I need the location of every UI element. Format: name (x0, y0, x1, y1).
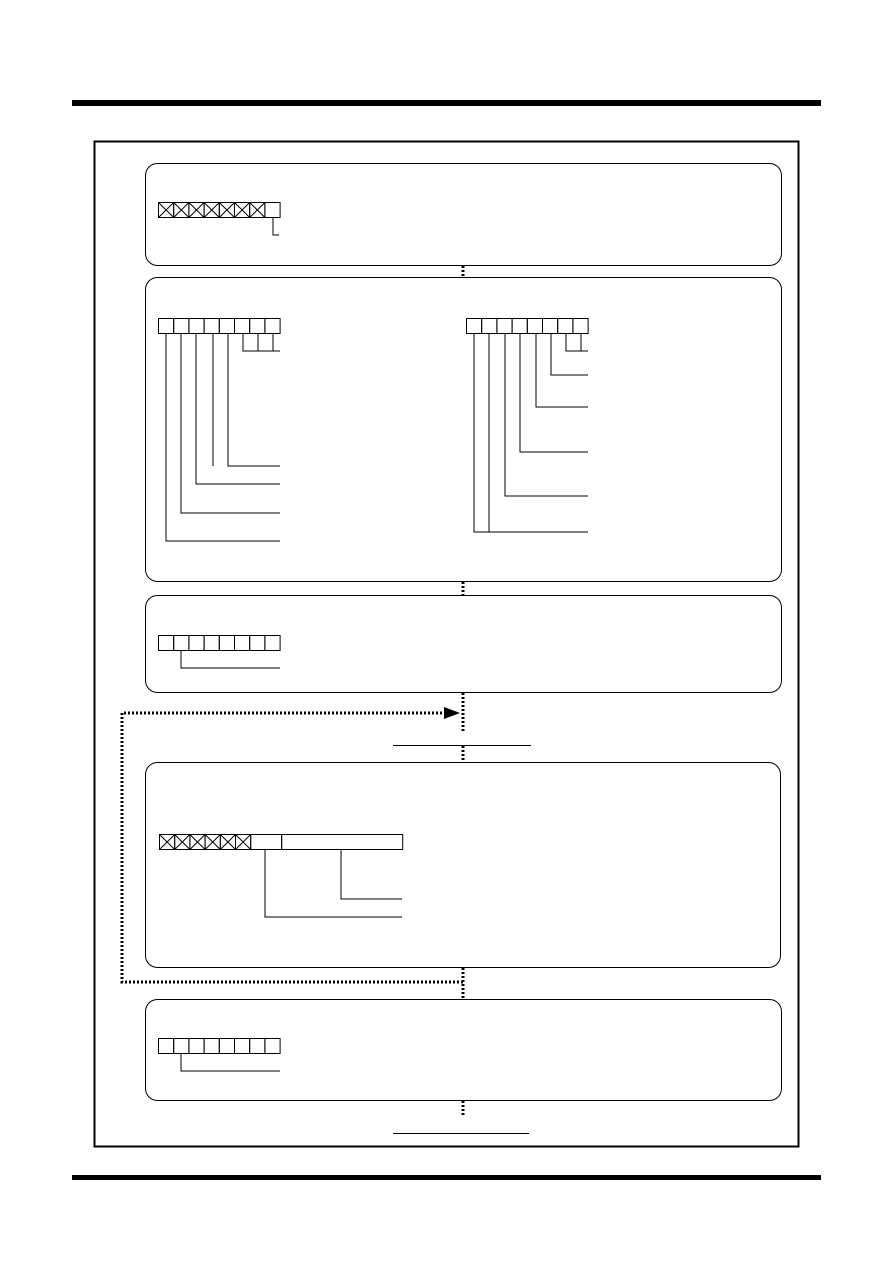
top-rule (72, 100, 821, 106)
bit-cell (265, 1039, 280, 1054)
bit-cell (219, 319, 234, 334)
bit-leader-line (181, 650, 280, 668)
bit-cell (265, 636, 280, 651)
bit-leader-line (181, 1054, 280, 1071)
register-panel-2-right (467, 319, 589, 334)
bit-cell (235, 636, 250, 651)
bit-cell (159, 636, 174, 651)
bit-cell (250, 1039, 265, 1054)
bit-cell (235, 319, 250, 334)
bit-cell (159, 1039, 174, 1054)
loop-arrowhead (444, 707, 460, 719)
bit-cell (204, 636, 219, 651)
bit-cell (189, 319, 204, 334)
bit-cell (189, 1039, 204, 1054)
bit-cell (204, 319, 219, 334)
right-register-leaders (474, 333, 588, 532)
bit-cell (174, 636, 189, 651)
register-field (282, 835, 403, 850)
outer-frame (95, 142, 799, 1147)
bit-cell (189, 636, 204, 651)
bit-cell (573, 319, 588, 334)
bit-cell (265, 319, 280, 334)
field-leader-line (265, 849, 402, 917)
bit-cell (219, 636, 234, 651)
left-register-leaders (166, 333, 280, 541)
bit-cell (512, 319, 527, 334)
register-panel-5 (159, 1039, 281, 1054)
register-panel-2-left (159, 319, 281, 334)
bit-cell (250, 636, 265, 651)
bit-cell (543, 319, 558, 334)
field-leader-line (341, 849, 402, 899)
bit-cell (204, 1039, 219, 1054)
register-field (251, 835, 282, 850)
panel-4 (146, 763, 781, 968)
bit-cell (527, 319, 542, 334)
register-panel-4 (160, 835, 403, 850)
panel-2 (146, 278, 782, 582)
register-panel-3 (159, 636, 281, 651)
panel-1 (146, 164, 782, 266)
register-panel-1 (159, 203, 281, 218)
bit-cell (482, 319, 497, 334)
flow-connectors (122, 266, 463, 1116)
bit-cell (250, 319, 265, 334)
bit-leader-line (273, 217, 279, 235)
bit-cell (219, 1039, 234, 1054)
bottom-rule (72, 1175, 821, 1180)
bit-cell (265, 203, 280, 218)
bit-cell (159, 319, 174, 334)
bit-cell (467, 319, 482, 334)
bit-cell (497, 319, 512, 334)
bit-cell (174, 319, 189, 334)
bit-cell (235, 1039, 250, 1054)
panel-3 (146, 596, 782, 693)
panel-5 (146, 1000, 782, 1101)
bit-cell (174, 1039, 189, 1054)
bit-cell (558, 319, 573, 334)
